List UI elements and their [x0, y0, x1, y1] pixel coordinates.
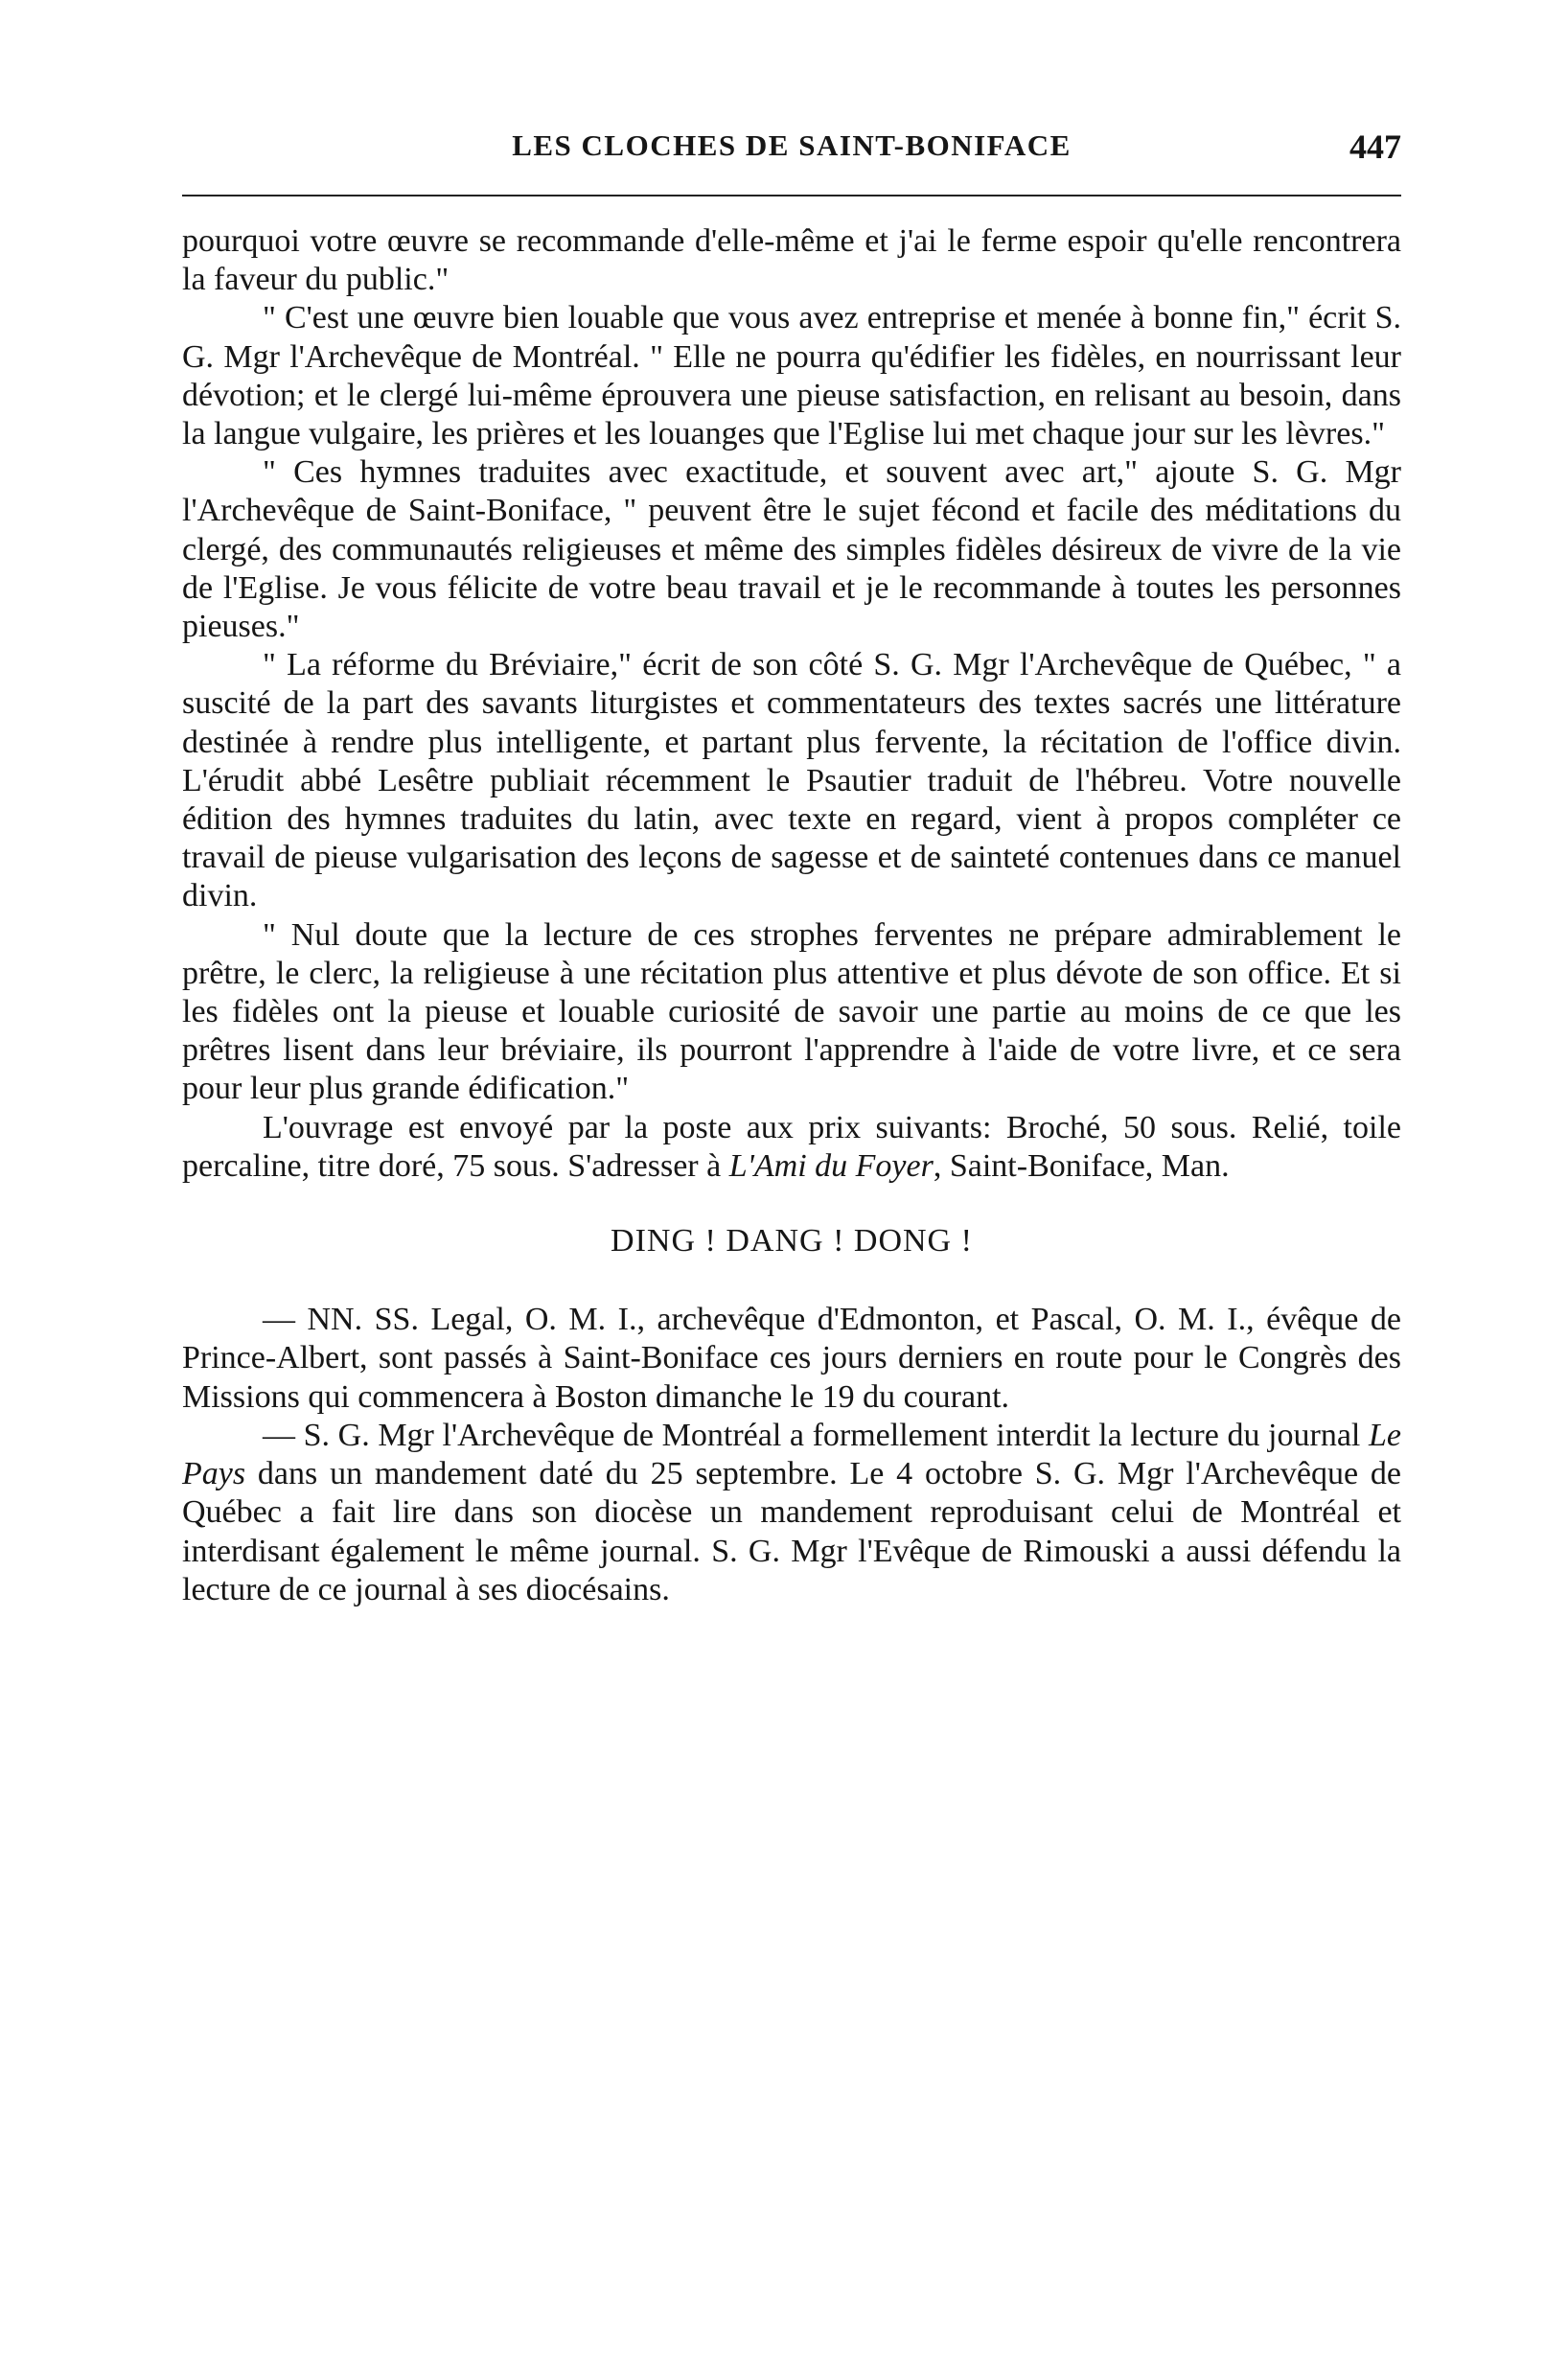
news-item-le-pays: [182, 1417, 1401, 1609]
price-text-end: , Saint-Boniface, Man.: [933, 1147, 1230, 1184]
paragraph-saint-boniface-quote: " Ces hymnes traduites avec exactitude, et souvent avec art," ajoute S. G. Mgr l'Archevêque de Saint-Boniface, " peuvent être le sujet fécond et facile des méditations du clergé, des communautés religieuses et même des simples fidèles désireux de vivre de la vie de l'Eglise. Je vous félicite de votre beau travail et je le recommande à toutes les personnes pieuses.": [182, 454, 1401, 645]
running-title: LES CLOCHES DE SAINT-BONIFACE: [512, 128, 1072, 162]
publication-title: L'Ami du Foyer: [728, 1147, 934, 1184]
news-text-end: dans un mandement daté du 25 septembre. Le 4 octobre S. G. Mgr l'Archevêque de Québec a fait lire dans son diocèse un mandement reproduisant celui de Montréal et interdisant également le même journal. S. G. Mgr l'Evêque de Rimouski a aussi défendu la lecture de ce journal à ses diocésains.: [182, 1456, 1401, 1607]
paragraph-continuation: pourquoi votre œuvre se recommande d'elle-même et j'ai le ferme espoir qu'elle rencontrera la faveur du public.": [182, 223, 1401, 298]
price-text-start: L'ouvrage est envoyé par la poste aux prix suivants: Broché, 50 sous. Relié, toile percaline, titre doré, 75 sous. S'adresser à: [182, 1109, 1401, 1184]
header-rule: [182, 195, 1401, 196]
paragraph-quebec-quote: " La réforme du Bréviaire," écrit de son côté S. G. Mgr l'Archevêque de Québec, " a suscité de la part des savants liturgistes et commentateurs des textes sacrés une littérature destinée à rendre plus intelligente, et partant plus fervente, la récitation de l'office divin. L'érudit abbé Lesêtre publiait récemment le Psautier traduit de l'hébreu. Votre nouvelle édition des hymnes traduites du latin, avec texte en regard, vient à propos compléter ce travail de pieuse vulgarisation des leçons de sagesse et de sainteté contenues dans ce manuel divin.: [182, 647, 1401, 914]
news-item-bishops: — NN. SS. Legal, O. M. I., archevêque d'Edmonton, et Pascal, O. M. I., évêque de Prince-Albert, sont passés à Saint-Boniface ces jours derniers en route pour le Congrès des Missions qui commencera à Boston dimanche le 19 du courant.: [182, 1302, 1401, 1415]
news-text-start: — S. G. Mgr l'Archevêque de Montréal a formellement interdit la lecture du journal: [263, 1417, 1369, 1453]
paragraph-quebec-quote-continued: " Nul doute que la lecture de ces strophes ferventes ne prépare admirablement le prêtre, le clerc, la religieuse à une récitation plus attentive et plus dévote de son office. Et si les fidèles ont la pieuse et louable curiosité de savoir une partie au moins de ce que les prêtres lisent dans leur bréviaire, ils pourront l'apprendre à l'aide de votre livre, et ce sera pour leur plus grande édification.": [182, 916, 1401, 1107]
section-heading: DING ! DANG ! DONG !: [611, 1223, 973, 1259]
paragraph-montreal-quote: " C'est une œuvre bien louable que vous avez entreprise et menée à bonne fin," écrit S. G. Mgr l'Archevêque de Montréal. " Elle ne pourra qu'édifier les fidèles, en nourrissant leur dévotion; et le clergé lui-même éprouvera une pieuse satisfaction, en relisant au besoin, dans la langue vulgaire, les prières et les louanges que l'Eglise lui met chaque jour sur les lèvres.": [182, 300, 1401, 452]
paragraph-price: [182, 1109, 1401, 1186]
page-number: 447: [1349, 127, 1401, 166]
newspaper-title: Le Pays: [182, 1417, 1401, 1492]
running-head: [182, 127, 1401, 173]
page-body: [182, 222, 1401, 1609]
